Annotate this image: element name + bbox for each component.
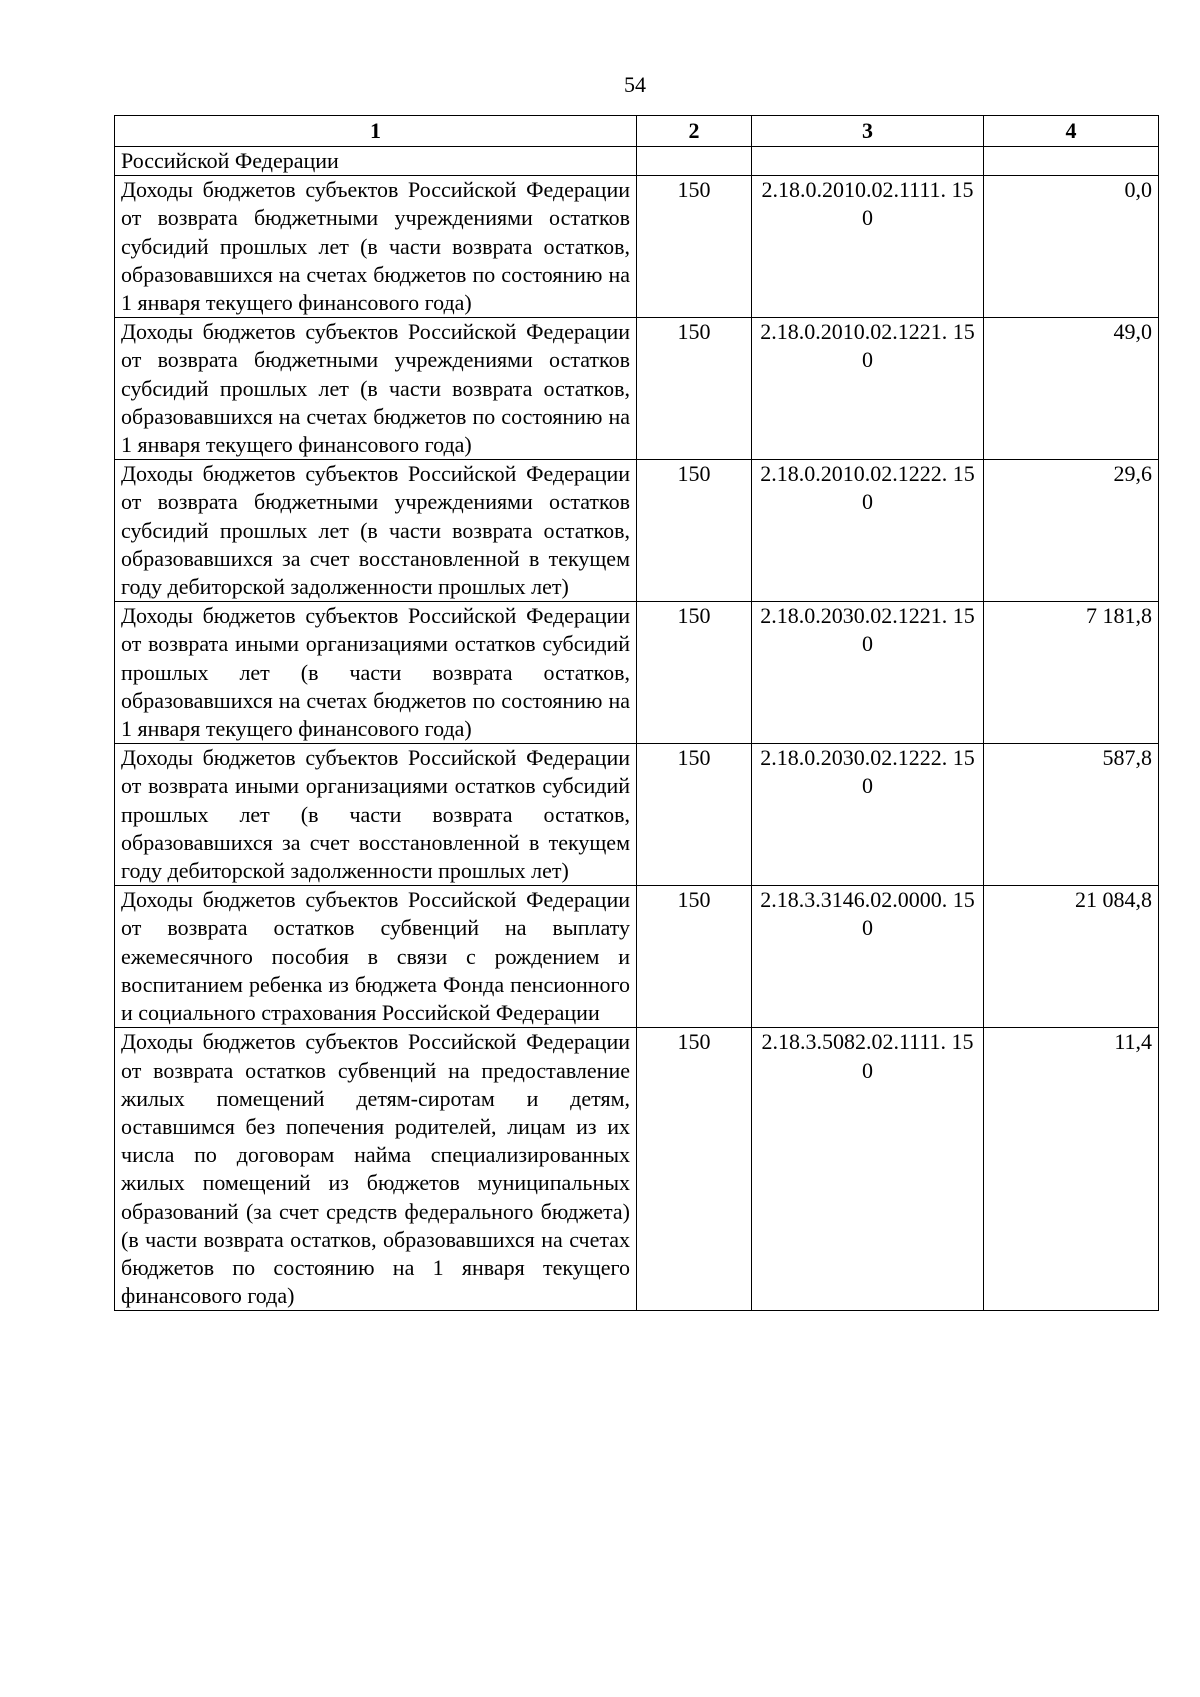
row-kbk-cell: 2.18.0.2010.02.1222. 150 (752, 460, 984, 602)
column-header-1: 1 (115, 116, 637, 147)
page-number: 54 (624, 72, 646, 97)
table-row (115, 176, 1159, 318)
row-kbk-cell: 2.18.0.2030.02.1222. 150 (752, 744, 984, 886)
table-row (115, 460, 1159, 602)
row-kbk-cell: 2.18.3.3146.02.0000. 150 (752, 886, 984, 1028)
table-row (115, 744, 1159, 886)
row-amount-cell: 11,4 (984, 1028, 1159, 1311)
row-kbk-cell: 2.18.0.2010.02.1111. 150 (752, 176, 984, 318)
row-amount-cell (984, 147, 1159, 176)
column-header-2: 2 (637, 116, 752, 147)
column-header-3: 3 (752, 116, 984, 147)
row-name-cell: Доходы бюджетов субъектов Российской Федерации от возврата бюджетными учреждениями остатков субсидий прошлых лет (в части возврата остатков, образовавшихся за счет восстановленной в текущем году дебиторской задолженности прошлых лет) (115, 460, 637, 602)
row-amount-cell: 49,0 (984, 318, 1159, 460)
table-row (115, 318, 1159, 460)
row-name-cell: Российской Федерации (115, 147, 637, 176)
row-code-cell: 150 (637, 318, 752, 460)
row-code-cell (637, 147, 752, 176)
table-header-row (115, 116, 1159, 147)
row-kbk-cell: 2.18.0.2030.02.1221. 150 (752, 602, 984, 744)
row-name-cell: Доходы бюджетов субъектов Российской Федерации от возврата иными организациями остатков субсидий прошлых лет (в части возврата остатков, образовавшихся на счетах бюджетов по состоянию на 1 января текущего финансового года) (115, 602, 637, 744)
row-amount-cell: 0,0 (984, 176, 1159, 318)
row-name-cell: Доходы бюджетов субъектов Российской Федерации от возврата бюджетными учреждениями остатков субсидий прошлых лет (в части возврата остатков, образовавшихся на счетах бюджетов по состоянию на 1 января текущего финансового года) (115, 318, 637, 460)
row-amount-cell: 21 084,8 (984, 886, 1159, 1028)
row-code-cell: 150 (637, 602, 752, 744)
row-code-cell: 150 (637, 886, 752, 1028)
revenue-table (114, 115, 1159, 1311)
row-name-cell: Доходы бюджетов субъектов Российской Федерации от возврата иными организациями остатков субсидий прошлых лет (в части возврата остатков, образовавшихся за счет восстановленной в текущем году дебиторской задолженности прошлых лет) (115, 744, 637, 886)
row-amount-cell: 7 181,8 (984, 602, 1159, 744)
row-name-cell: Доходы бюджетов субъектов Российской Федерации от возврата остатков субвенций на предоставление жилых помещений детям-сиротам и детям, оставшимся без попечения родителей, лицам из их числа по договорам найма специализированных жилых помещений из бюджетов муниципальных образований (за счет средств федерального бюджета) (в части возврата остатков, образовавшихся на счетах бюджетов по состоянию на 1 января текущего финансового года) (115, 1028, 637, 1311)
row-code-cell: 150 (637, 176, 752, 318)
table-row (115, 147, 1159, 176)
table-row (115, 602, 1159, 744)
row-kbk-cell: 2.18.0.2010.02.1221. 150 (752, 318, 984, 460)
column-header-4: 4 (984, 116, 1159, 147)
row-name-cell: Доходы бюджетов субъектов Российской Федерации от возврата бюджетными учреждениями остатков субсидий прошлых лет (в части возврата остатков, образовавшихся на счетах бюджетов по состоянию на 1 января текущего финансового года) (115, 176, 637, 318)
row-amount-cell: 29,6 (984, 460, 1159, 602)
row-amount-cell: 587,8 (984, 744, 1159, 886)
table-row (115, 886, 1159, 1028)
table-row (115, 1028, 1159, 1311)
row-code-cell: 150 (637, 1028, 752, 1311)
row-kbk-cell: 2.18.3.5082.02.1111. 150 (752, 1028, 984, 1311)
row-code-cell: 150 (637, 744, 752, 886)
row-code-cell: 150 (637, 460, 752, 602)
row-name-cell: Доходы бюджетов субъектов Российской Федерации от возврата остатков субвенций на выплату ежемесячного пособия в связи с рождением и воспитанием ребенка из бюджета Фонда пенсионного и социального страхования Российской Федерации (115, 886, 637, 1028)
row-kbk-cell (752, 147, 984, 176)
